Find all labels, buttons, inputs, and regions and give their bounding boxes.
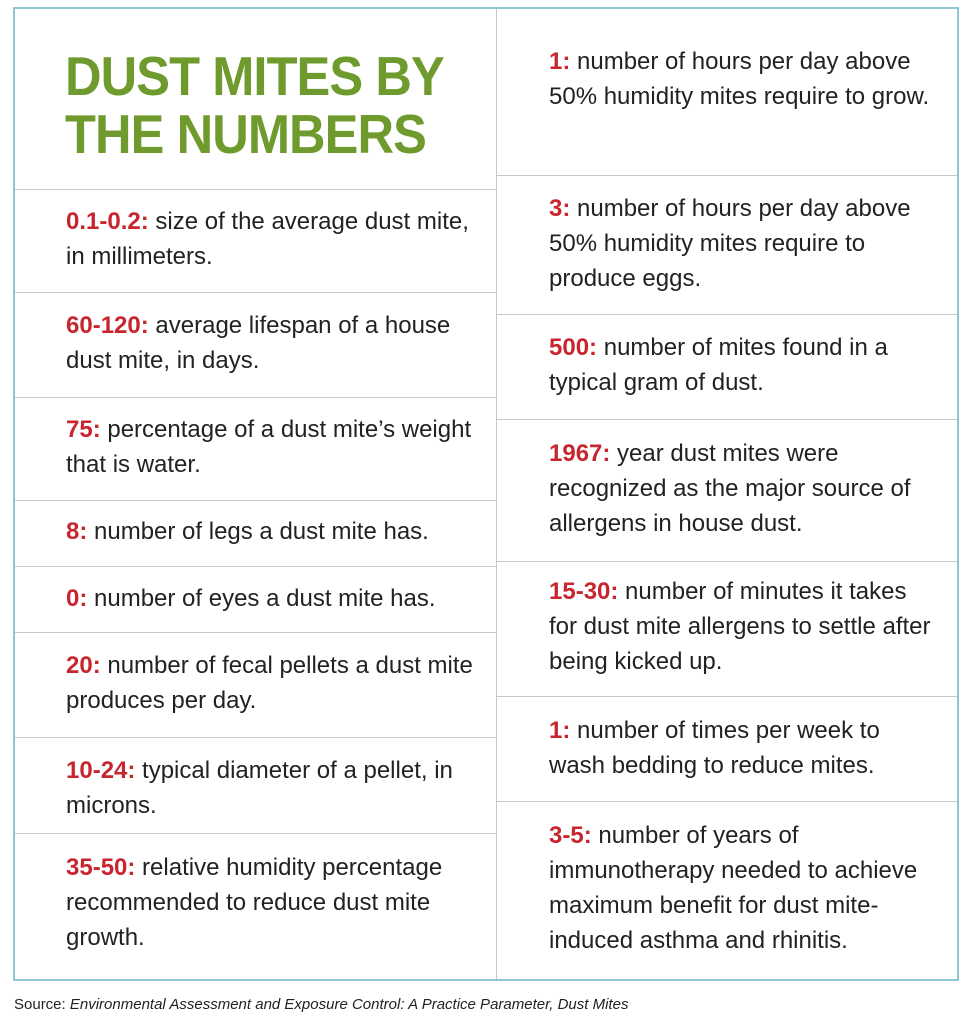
fact-cell: [497, 801, 957, 981]
fact-cell: [15, 566, 496, 632]
fact-number: 500:: [549, 334, 598, 361]
fact-number: 20:: [66, 652, 101, 679]
fact-item: [497, 44, 957, 114]
fact-text: number of mites found in a typical gram of dust.: [549, 334, 888, 396]
fact-number: 60-120:: [66, 312, 149, 339]
source-title: Environmental Assessment and Exposure Control: A Practice Parameter, Dust Mites: [69, 996, 629, 1013]
fact-item: [15, 204, 496, 274]
fact-number: 0.1-0.2:: [66, 208, 149, 235]
fact-number: 10-24:: [66, 757, 136, 784]
fact-text: relative humidity percentage recommended to reduce dust mite growth.: [66, 854, 443, 951]
fact-cell: [15, 737, 496, 833]
fact-text: average lifespan of a house dust mite, in days.: [66, 312, 451, 374]
fact-item: [497, 818, 957, 958]
fact-item: [15, 308, 496, 378]
fact-cell: [497, 175, 957, 314]
fact-text: number of eyes a dust mite has.: [87, 585, 436, 612]
fact-text: size of the average dust mite, in millimeters.: [66, 208, 469, 270]
left-column: [15, 9, 496, 979]
fact-cell: [497, 314, 957, 419]
fact-text: number of legs a dust mite has.: [87, 518, 429, 545]
fact-cell: [497, 561, 957, 696]
fact-item: [15, 850, 496, 955]
fact-number: 0:: [66, 585, 88, 612]
fact-number: 1:: [549, 48, 571, 75]
title-cell: [15, 9, 496, 189]
fact-number: 35-50:: [66, 854, 136, 881]
fact-cell: [15, 500, 496, 566]
fact-item: [15, 648, 496, 718]
fact-cell: [15, 632, 496, 737]
fact-text: typical diameter of a pellet, in microns.: [66, 757, 453, 819]
fact-number: 1:: [549, 717, 571, 744]
fact-text: number of years of immunotherapy needed to achieve maximum benefit for dust mite-induced asthma and rhinitis.: [549, 822, 918, 954]
fact-number: 75:: [66, 416, 101, 443]
fact-item: [15, 514, 496, 549]
source-citation: [14, 996, 628, 1013]
fact-number: 3-5:: [549, 822, 592, 849]
fact-item: [15, 581, 496, 616]
fact-text: number of times per week to wash bedding to reduce mites.: [549, 717, 880, 779]
fact-number: 3:: [549, 195, 571, 222]
page-title: [65, 47, 444, 163]
fact-number: 8:: [66, 518, 88, 545]
fact-text: number of hours per day above 50% humidity mites require to grow.: [549, 48, 930, 110]
title-line-1: DUST MITES BY: [65, 45, 444, 107]
fact-cell: [15, 397, 496, 500]
fact-item: [497, 191, 957, 296]
fact-cell: [497, 9, 957, 175]
fact-text: number of hours per day above 50% humidity mites require to produce eggs.: [549, 195, 911, 292]
fact-cell: [497, 696, 957, 801]
fact-text: number of minutes it takes for dust mite allergens to settle after being kicked up.: [549, 578, 931, 675]
fact-cell: [15, 189, 496, 292]
fact-item: [497, 330, 957, 400]
fact-item: [497, 713, 957, 783]
source-label: Source:: [14, 996, 70, 1013]
fact-item: [497, 436, 957, 541]
fact-cell: [15, 833, 496, 981]
right-column: [497, 9, 957, 979]
title-line-2: THE NUMBERS: [65, 103, 426, 165]
fact-text: percentage of a dust mite’s weight that is water.: [66, 416, 472, 478]
fact-item: [15, 753, 496, 823]
fact-item: [15, 412, 496, 482]
fact-cell: [15, 292, 496, 397]
fact-number: 15-30:: [549, 578, 619, 605]
fact-number: 1967:: [549, 440, 611, 467]
fact-text: year dust mites were recognized as the major source of allergens in house dust.: [549, 440, 911, 537]
infographic-frame: [13, 7, 959, 981]
fact-cell: [497, 419, 957, 561]
fact-text: number of fecal pellets a dust mite produces per day.: [66, 652, 473, 714]
fact-item: [497, 574, 957, 679]
